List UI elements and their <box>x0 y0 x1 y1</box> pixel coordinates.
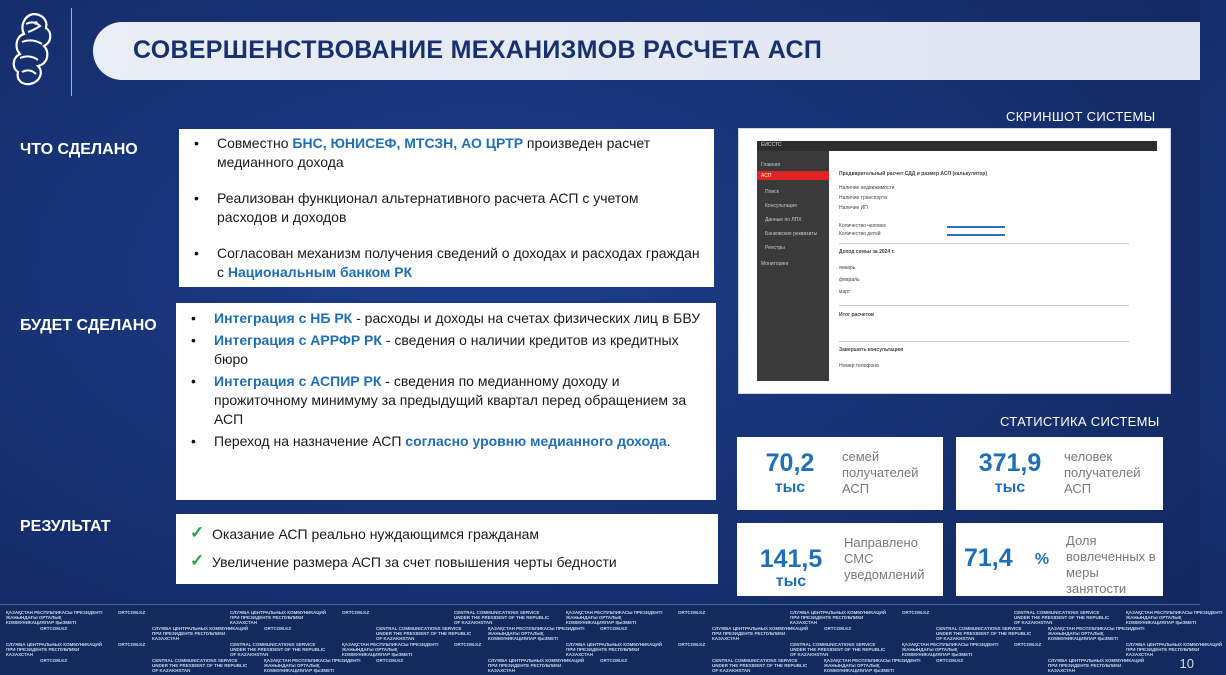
item-text: . <box>666 433 671 449</box>
app-content <box>835 157 1135 382</box>
menu-item[interactable]: Банковские реквизиты <box>765 231 818 237</box>
logo <box>0 0 75 100</box>
stat-value: 70,2 <box>765 449 815 477</box>
month-label: февраль <box>839 277 860 283</box>
item-text: Совместно <box>217 135 293 151</box>
stat-unit: % <box>1034 551 1050 568</box>
footer-divider <box>0 604 1200 605</box>
slider-bar[interactable] <box>947 234 1005 236</box>
slider-bar[interactable] <box>947 226 1005 228</box>
footer-watermark-text: ҚАЗАҚСТАН РЕСПУБЛИКАСЫ ПРЕЗИДЕНТІ ЖАНЫНДАҒЫ ОРТАЛЫҚ КОММУНИКАЦИЯЛАР ҚЫЗМЕТІ <box>1048 626 1145 641</box>
logo-divider <box>71 8 72 96</box>
footer-watermark-text: ORTCOM.KZ <box>678 642 706 647</box>
list-item <box>191 309 702 328</box>
list-item <box>194 189 702 227</box>
app-topbar <box>757 141 1157 151</box>
footer-watermark-text: ORTCOM.KZ <box>342 610 370 615</box>
stat-card <box>737 437 943 510</box>
divider <box>839 305 1129 306</box>
snow-leopard-emblem-icon <box>8 10 58 90</box>
divider <box>839 243 1129 244</box>
footer-watermark-text: ҚАЗАҚСТАН РЕСПУБЛИКАСЫ ПРЕЗИДЕНТІ ЖАНЫНДАҒЫ ОРТАЛЫҚ КОММУНИКАЦИЯЛАР ҚЫЗМЕТІ <box>902 642 999 657</box>
item-text: - сведения о наличии кредитов из кредитных бюро <box>214 332 679 367</box>
result-panel <box>176 514 718 584</box>
footer-watermark-text: ORTCOM.KZ <box>824 626 852 631</box>
app-sidebar <box>757 151 829 381</box>
footer-watermark-text: ORTCOM.KZ <box>600 658 628 663</box>
item-highlight: Интеграция с АСПИР РК <box>214 373 382 389</box>
footer-watermark-text: ORTCOM.KZ <box>600 626 628 631</box>
todo-panel <box>176 303 716 500</box>
footer-watermark-text: ҚАЗАҚСТАН РЕСПУБЛИКАСЫ ПРЕЗИДЕНТІ ЖАНЫНДАҒЫ ОРТАЛЫҚ КОММУНИКАЦИЯЛАР ҚЫЗМЕТІ <box>566 610 663 625</box>
stat-unit: тыс <box>774 479 806 496</box>
item-text: Согласован механизм получения сведений о доходах и расходах граждан с <box>217 245 700 280</box>
stat-card <box>737 523 943 596</box>
month-label: январь <box>839 265 856 271</box>
footer <box>0 604 1223 675</box>
footer-watermark-text: CENTRAL COMMUNICATIONS SERVICE UNDER THE PRESIDENT OF THE REPUBLIC OF KAZAKHSTAN <box>1014 610 1110 625</box>
stat-description: Направлено СМС уведомлений <box>844 535 925 582</box>
stat-value: 71,4 <box>964 544 1013 572</box>
footer-watermark-text: СЛУЖБА ЦЕНТРАЛЬНЫХ КОММУНИКАЦИЙ ПРИ ПРЕЗИДЕНТЕ РЕСПУБЛИКИ КАЗАХСТАН <box>6 642 103 657</box>
footer-watermark-text: ҚАЗАҚСТАН РЕСПУБЛИКАСЫ ПРЕЗИДЕНТІ ЖАНЫНДАҒЫ ОРТАЛЫҚ КОММУНИКАЦИЯЛАР ҚЫЗМЕТІ <box>1126 610 1223 625</box>
item-text: Реализован функционал альтернативного расчета АСП с учетом расходов и доходов <box>217 190 639 225</box>
stat-value: 371,9 <box>978 449 1042 477</box>
footer-watermark-text: СЛУЖБА ЦЕНТРАЛЬНЫХ КОММУНИКАЦИЙ ПРИ ПРЕЗИДЕНТЕ РЕСПУБЛИКИ КАЗАХСТАН <box>488 658 585 673</box>
row-label: Наличие недвижимости <box>839 185 895 191</box>
title-bar <box>93 22 1200 80</box>
stat-value: 141,5 <box>759 545 823 573</box>
item-text: - расходы и доходы на счетах физических лиц в БВУ <box>352 310 701 326</box>
stat-description: семей получателей АСП <box>842 449 919 496</box>
page-number: 10 <box>1179 656 1194 671</box>
menu-item[interactable]: Главная <box>761 162 781 168</box>
footer-watermark-text: СЛУЖБА ЦЕНТРАЛЬНЫХ КОММУНИКАЦИЙ ПРИ ПРЕЗИДЕНТЕ РЕСПУБЛИКИ КАЗАХСТАН <box>152 626 249 641</box>
item-text: Оказание АСП реально нуждающимся гражданам <box>212 526 539 542</box>
footer-watermark-text: CENTRAL COMMUNICATIONS SERVICE UNDER THE PRESIDENT OF THE REPUBLIC OF KAZAKHSTAN <box>454 610 550 625</box>
footer-watermark-text: ҚАЗАҚСТАН РЕСПУБЛИКАСЫ ПРЕЗИДЕНТІ ЖАНЫНДАҒЫ ОРТАЛЫҚ КОММУНИКАЦИЯЛАР ҚЫЗМЕТІ <box>6 610 103 625</box>
footer-watermark-text: СЛУЖБА ЦЕНТРАЛЬНЫХ КОММУНИКАЦИЙ ПРИ ПРЕЗИДЕНТЕ РЕСПУБЛИКИ КАЗАХСТАН <box>712 626 809 641</box>
item-text: - сведения по медианному доходу и прожиточному минимуму за предыдущий квартал перед обращением за АСП <box>214 373 687 427</box>
bullet-icon: • <box>194 190 199 206</box>
section-label-result: РЕЗУЛЬТАТ <box>20 518 111 535</box>
page-title: СОВЕРШЕНСТВОВАНИЕ МЕХАНИЗМОВ РАСЧЕТА АСП <box>133 36 823 64</box>
footer-watermark-text: ORTCOM.KZ <box>1014 642 1042 647</box>
list-item <box>194 134 702 172</box>
footer-watermark-text: ҚАЗАҚСТАН РЕСПУБЛИКАСЫ ПРЕЗИДЕНТІ ЖАНЫНДАҒЫ ОРТАЛЫҚ КОММУНИКАЦИЯЛАР ҚЫЗМЕТІ <box>264 658 361 673</box>
item-text: Увеличение размера АСП за счет повышения черты бедности <box>212 554 617 570</box>
item-highlight: Интеграция с АРРФР РК <box>214 332 382 348</box>
item-highlight: Национальным банком РК <box>227 264 413 280</box>
footer-watermark-text: ORTCOM.KZ <box>454 642 482 647</box>
menu-item[interactable]: Данные по ЛПХ <box>765 217 802 223</box>
footer-watermark-text: СЛУЖБА ЦЕНТРАЛЬНЫХ КОММУНИКАЦИЙ ПРИ ПРЕЗИДЕНТЕ РЕСПУБЛИКИ КАЗАХСТАН <box>566 642 663 657</box>
item-highlight: БНС, ЮНИСЕФ, МТСЗН, АО ЦРТР <box>292 135 524 151</box>
footer-watermark-text: ORTCOM.KZ <box>264 626 292 631</box>
stat-description: человек получателей АСП <box>1064 449 1141 496</box>
section-label-done: ЧТО СДЕЛАНО <box>20 141 138 158</box>
footer-watermark-text: ORTCOM.KZ <box>678 610 706 615</box>
footer-watermark-text: ORTCOM.KZ <box>40 658 68 663</box>
footer-watermark-text: СЛУЖБА ЦЕНТРАЛЬНЫХ КОММУНИКАЦИЙ ПРИ ПРЕЗИДЕНТЕ РЕСПУБЛИКИ КАЗАХСТАН <box>1048 658 1145 673</box>
stat-card <box>956 437 1163 510</box>
footer-watermark-text: СЛУЖБА ЦЕНТРАЛЬНЫХ КОММУНИКАЦИЙ ПРИ ПРЕЗИДЕНТЕ РЕСПУБЛИКИ КАЗАХСТАН <box>1126 642 1223 657</box>
menu-item[interactable]: АСП <box>761 173 772 179</box>
footer-watermark-text: CENTRAL COMMUNICATIONS SERVICE UNDER THE PRESIDENT OF THE REPUBLIC OF KAZAKHSTAN <box>376 626 472 641</box>
footer-watermark-text: CENTRAL COMMUNICATIONS SERVICE UNDER THE PRESIDENT OF THE REPUBLIC OF KAZAKHSTAN <box>230 642 326 657</box>
footer-watermark-text: ORTCOM.KZ <box>902 610 930 615</box>
row-label: Количество детей <box>839 231 881 237</box>
screenshot-label: СКРИНШОТ СИСТЕМЫ <box>1006 109 1156 124</box>
bullet-icon: • <box>191 373 196 389</box>
totals-heading: Итог расчетов <box>839 312 875 318</box>
stats-label: СТАТИСТИКА СИСТЕМЫ <box>1000 414 1160 429</box>
row-label: Количество человек <box>839 223 886 229</box>
list-item <box>190 551 706 572</box>
bullet-icon: • <box>191 310 196 326</box>
done-panel <box>179 129 714 287</box>
footer-watermark-text: ORTCOM.KZ <box>118 610 146 615</box>
check-icon: ✓ <box>190 551 205 570</box>
footer-watermark-text: CENTRAL COMMUNICATIONS SERVICE UNDER THE PRESIDENT OF THE REPUBLIC OF KAZAKHSTAN <box>936 626 1032 641</box>
system-screenshot <box>738 128 1171 394</box>
stat-unit: тыс <box>775 573 807 590</box>
consult-heading: Завершить консультацию <box>839 347 904 353</box>
footer-watermark-text: ҚАЗАҚСТАН РЕСПУБЛИКАСЫ ПРЕЗИДЕНТІ ЖАНЫНДАҒЫ ОРТАЛЫҚ КОММУНИКАЦИЯЛАР ҚЫЗМЕТІ <box>488 626 585 641</box>
item-text: произведен расчет медианного дохода <box>217 135 651 170</box>
income-heading: Доход семьи за 2024 г. <box>839 249 895 255</box>
calc-heading: Предварительный расчет СДД и размер АСП (калькулятор) <box>839 171 988 177</box>
footer-watermark-text: ORTCOM.KZ <box>376 658 404 663</box>
bullet-icon: • <box>194 245 199 261</box>
footer-watermark-text: CENTRAL COMMUNICATIONS SERVICE UNDER THE PRESIDENT OF THE REPUBLIC OF KAZAKHSTAN <box>152 658 248 673</box>
bullet-icon: • <box>194 135 199 151</box>
row-label: Наличие транспорта <box>839 195 887 201</box>
bullet-icon: • <box>191 433 196 449</box>
footer-watermark-text: СЛУЖБА ЦЕНТРАЛЬНЫХ КОММУНИКАЦИЙ ПРИ ПРЕЗИДЕНТЕ РЕСПУБЛИКИ КАЗАХСТАН <box>230 610 327 625</box>
list-item <box>190 523 706 544</box>
footer-watermark-text: ҚАЗАҚСТАН РЕСПУБЛИКАСЫ ПРЕЗИДЕНТІ ЖАНЫНДАҒЫ ОРТАЛЫҚ КОММУНИКАЦИЯЛАР ҚЫЗМЕТІ <box>342 642 439 657</box>
footer-watermark-text: ORTCOM.KZ <box>40 626 68 631</box>
stat-unit: тыс <box>994 479 1026 496</box>
month-label: март <box>839 289 851 295</box>
footer-watermark-text: CENTRAL COMMUNICATIONS SERVICE UNDER THE PRESIDENT OF THE REPUBLIC OF KAZAKHSTAN <box>712 658 808 673</box>
footer-watermark-text: ҚАЗАҚСТАН РЕСПУБЛИКАСЫ ПРЕЗИДЕНТІ ЖАНЫНДАҒЫ ОРТАЛЫҚ КОММУНИКАЦИЯЛАР ҚЫЗМЕТІ <box>824 658 921 673</box>
footer-watermark-text: CENTRAL COMMUNICATIONS SERVICE UNDER THE PRESIDENT OF THE REPUBLIC OF KAZAKHSTAN <box>790 642 886 657</box>
footer-watermark-text: ORTCOM.KZ <box>118 642 146 647</box>
row-label: Наличие ИП <box>839 205 868 211</box>
menu-item[interactable]: Консультация <box>765 203 797 209</box>
list-item <box>191 331 702 369</box>
phone-label: Номер телефона <box>839 363 879 369</box>
list-item <box>191 432 702 451</box>
bullet-icon: • <box>191 332 196 348</box>
footer-watermark-text: СЛУЖБА ЦЕНТРАЛЬНЫХ КОММУНИКАЦИЙ ПРИ ПРЕЗИДЕНТЕ РЕСПУБЛИКИ КАЗАХСТАН <box>790 610 887 625</box>
menu-item[interactable]: Поиск <box>765 189 779 195</box>
divider <box>839 341 1129 342</box>
section-label-todo: БУДЕТ СДЕЛАНО <box>20 317 157 334</box>
check-icon: ✓ <box>190 523 205 542</box>
list-item <box>194 244 702 282</box>
app-name: ЕИССТС <box>761 142 782 148</box>
menu-item[interactable]: Реестры <box>765 245 785 251</box>
item-highlight: Интеграция с НБ РК <box>214 310 353 326</box>
list-item <box>191 372 702 429</box>
menu-item[interactable]: Мониторинг <box>761 261 789 267</box>
item-highlight: согласно уровню медианного дохода <box>405 433 667 449</box>
stat-description: Доля вовлеченных в меры занятости <box>1066 533 1156 596</box>
item-text: Переход на назначение АСП <box>214 433 406 449</box>
stat-card <box>956 523 1163 596</box>
footer-watermark-text: ORTCOM.KZ <box>936 658 964 663</box>
